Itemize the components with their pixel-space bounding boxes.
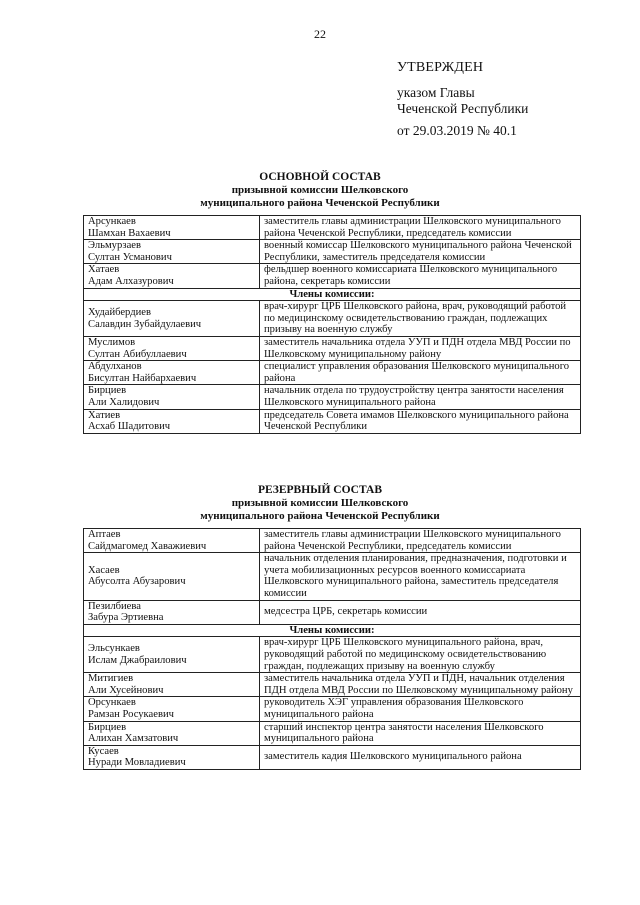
person-position: начальник отдела по трудоустройству центра занятости населения Шелковского муниципального района [260,385,581,409]
person-row [84,385,581,409]
reserve-section-table [83,528,581,770]
person-given-names: Али Халидович [88,396,160,408]
person-name-cell [84,673,260,697]
person-given-names: Забура Эртиевна [88,612,164,624]
main-section-heading [0,171,640,210]
person-name-cell [84,301,260,337]
person-given-names: Алихан Хамзатович [88,733,179,745]
person-row [84,409,581,433]
person-given-names: Али Хусейнович [88,684,164,696]
main-section-table [83,215,581,434]
person-position: заместитель начальника отдела УУП и ПДН отдела МВД России по Шелковскому муниципальному району [260,336,581,360]
reserve-section-subtitle: призывной комиссии Шелковского [231,497,409,509]
person-position: старший инспектор центра занятости населения Шелковского муниципального района [260,721,581,745]
person-given-names: Бисултан Найбархаевич [88,372,197,384]
person-row [84,301,581,337]
main-section-title: ОСНОВНОЙ СОСТАВ [259,171,381,183]
person-surname: Аптаев [88,529,121,540]
person-surname: Эльмурзаев [88,240,141,252]
person-surname: Худайбердиев [88,306,151,318]
person-position: начальник отделения планирования, предназначения, подготовки и учета мобилизационных ресурсов военного комиссариата Шелковского муниципального района, заместитель председателя комиссии [260,553,581,600]
person-given-names: Салавдин Зубайдулаевич [88,318,202,330]
person-name-cell [84,637,260,673]
person-name-cell [84,721,260,745]
person-position: специалист управления образования Шелковского муниципального района [260,361,581,385]
person-surname: Орсункаев [88,697,136,709]
person-row [84,745,581,769]
person-surname: Муслимов [88,336,136,348]
person-surname: Хасаев [88,564,120,576]
members-header-row [84,624,581,637]
person-position: руководитель ХЭГ управления образования Шелковского муниципального района [260,697,581,721]
person-position: врач-хирург ЦРБ Шелковского района, врач, руководящий работой по медицинскому освидетельствованию граждан, подлежащих призыву на военную службу [260,301,581,337]
person-given-names: Нуради Мовладиевич [88,757,186,769]
person-row [84,553,581,600]
person-row [84,529,581,553]
person-row [84,673,581,697]
person-name-cell [84,529,260,553]
person-row [84,336,581,360]
person-position: военный комиссар Шелковского муниципального района Чеченской Республики, заместитель председателя комиссии [260,240,581,264]
person-name-cell [84,264,260,288]
person-given-names: Султан Усманович [88,251,172,263]
person-name-cell [84,409,260,433]
person-name-cell [84,385,260,409]
person-name-cell [84,240,260,264]
person-surname: Хатиев [88,409,121,421]
reserve-section-title: РЕЗЕРВНЫЙ СОСТАВ [257,484,383,496]
members-header: Члены комиссии: [84,624,581,637]
person-surname: Кусаев [88,745,119,757]
person-position: заместитель начальника отдела УУП и ПДН, начальник отделения ПДН отдела МВД России по Шелковскому муниципальному району [260,673,581,697]
person-position: председатель Совета имамов Шелковского муниципального района Чеченской Республики [260,409,581,433]
person-name-cell [84,336,260,360]
person-position: заместитель кадия Шелковского муниципального района [260,745,581,769]
person-name-cell [84,697,260,721]
members-header: Члены комиссии: [84,288,581,301]
person-given-names: Адам Алхазурович [88,275,174,287]
person-given-names: Сайдмагомед Хаважиевич [88,540,207,552]
person-row [84,361,581,385]
approval-stamp: УТВЕРЖДЕН [397,60,484,75]
approval-line: указом Главы [397,85,475,100]
person-surname: Эльсункаев [88,643,140,655]
person-name-cell [84,216,260,240]
person-surname: Бирциев [88,721,127,733]
person-surname: Пезилбиева [88,600,141,612]
main-section-subtitle: призывной комиссии Шелковского [231,184,409,196]
person-name-cell [84,361,260,385]
person-row [84,600,581,624]
person-name-cell [84,600,260,624]
person-given-names: Рамзан Росукаевич [88,708,174,720]
person-row [84,697,581,721]
person-surname: Митигиев [88,673,134,685]
members-header-row [84,288,581,301]
person-given-names: Абусолта Абузарович [88,576,186,588]
approval-decree-date: от 29.03.2019 № 40.1 [397,123,517,138]
person-surname: Бирциев [88,385,127,397]
person-row [84,264,581,288]
person-surname: Арсункаев [88,216,136,227]
person-given-names: Султан Абибуллаевич [88,348,187,360]
person-given-names: Асхаб Шадитович [88,421,171,433]
person-row [84,216,581,240]
person-name-cell [84,745,260,769]
person-row [84,240,581,264]
approval-line: Чеченской Республики [397,101,529,116]
person-position: заместитель главы администрации Шелковского муниципального района Чеченской Республики, председатель комиссии [260,529,581,553]
person-row [84,637,581,673]
person-position: заместитель главы администрации Шелковского муниципального района Чеченской Республики, председатель комиссии [260,216,581,240]
page-number: 22 [314,27,326,41]
reserve-section-subtitle: муниципального района Чеченской Республики [200,510,440,522]
person-surname: Хатаев [88,264,120,276]
person-given-names: Шамхан Вахаевич [88,227,171,239]
person-position: медсестра ЦРБ, секретарь комиссии [260,600,581,624]
main-section-subtitle: муниципального района Чеченской Республики [200,197,440,209]
person-given-names: Ислам Джабраилович [88,654,187,666]
reserve-section-heading [0,484,640,523]
person-position: врач-хирург ЦРБ Шелковского муниципального района, врач, руководящий работой по медицинскому освидетельствованию граждан, подлежащих призыву на военную службу [260,637,581,673]
person-name-cell [84,553,260,600]
person-position: фельдшер военного комиссариата Шелковского муниципального района, секретарь комиссии [260,264,581,288]
person-row [84,721,581,745]
person-surname: Абдулханов [88,361,142,373]
approval-block [397,60,528,139]
